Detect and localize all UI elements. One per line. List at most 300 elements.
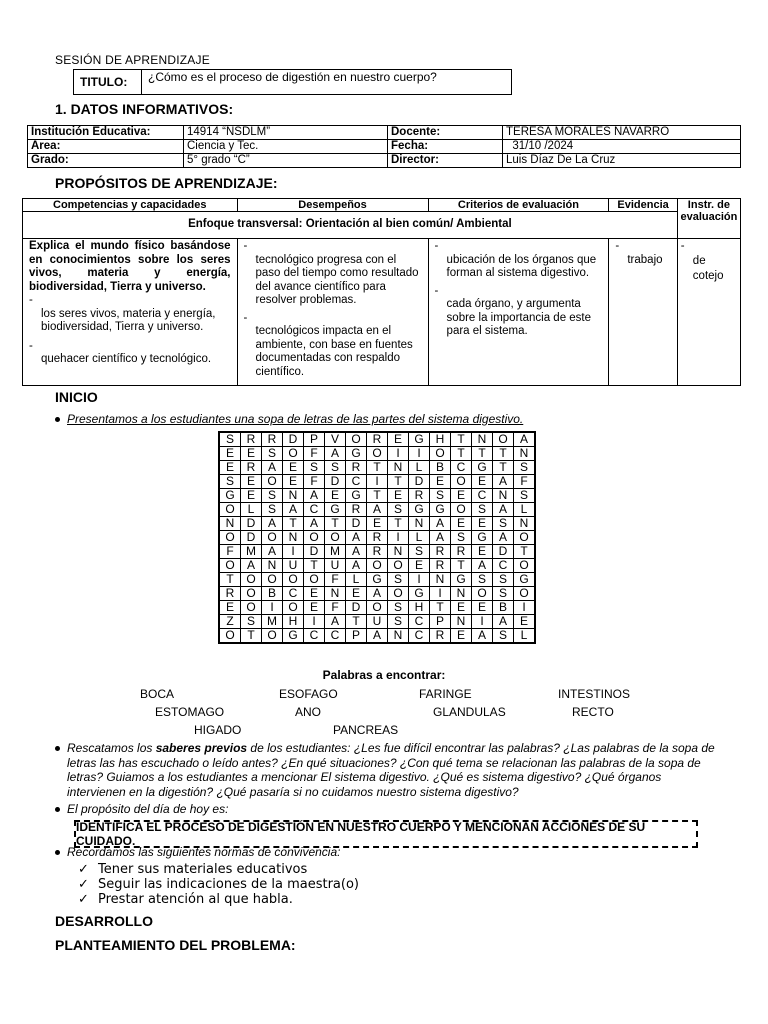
grid-cell: L	[346, 573, 367, 587]
word-item: RECTO	[572, 705, 614, 719]
grid-cell: I	[430, 587, 451, 601]
grid-cell: O	[241, 601, 262, 615]
grid-cell: B	[262, 587, 283, 601]
grid-cell: S	[493, 517, 514, 531]
info-value: 31/10 /2024	[503, 140, 741, 154]
grid-cell: N	[493, 489, 514, 503]
word-item: FARINGE	[419, 687, 472, 701]
grid-cell: T	[451, 432, 472, 447]
info-row	[28, 140, 741, 154]
info-row	[28, 126, 741, 140]
bullet-icon	[55, 746, 60, 751]
grid-cell: T	[493, 447, 514, 461]
grid-cell: U	[325, 559, 346, 573]
word-item: ANO	[295, 705, 322, 719]
grid-cell: N	[283, 489, 304, 503]
desempenos-cell	[237, 239, 428, 386]
grid-cell: O	[304, 531, 325, 545]
check-icon: ✓	[78, 892, 89, 907]
grid-cell: S	[262, 503, 283, 517]
info-label: Grado:	[28, 154, 184, 168]
grid-cell: H	[283, 615, 304, 629]
dash: -	[434, 284, 439, 297]
norma-item: ✓ Seguir las indicaciones de la maestra(o)	[78, 877, 359, 892]
evidencia-cell	[609, 239, 677, 386]
grid-row	[219, 615, 535, 629]
grid-cell: D	[241, 531, 262, 545]
grid-cell: R	[346, 503, 367, 517]
grid-cell: G	[325, 503, 346, 517]
grid-cell: O	[367, 601, 388, 615]
grid-row	[219, 559, 535, 573]
grid-cell: B	[493, 601, 514, 615]
grid-cell: C	[283, 587, 304, 601]
grid-cell: O	[283, 447, 304, 461]
grid-cell: C	[409, 629, 430, 644]
grid-cell: S	[451, 531, 472, 545]
grid-cell: E	[451, 517, 472, 531]
col-header: Evidencia	[609, 199, 677, 212]
grid-cell: M	[241, 545, 262, 559]
grid-cell: E	[219, 601, 241, 615]
grid-cell: I	[283, 545, 304, 559]
word-item: ESTOMAGO	[155, 705, 225, 719]
word-item: ESOFAGO	[279, 687, 338, 701]
grid-cell: S	[388, 573, 409, 587]
grid-cell: E	[325, 489, 346, 503]
grid-row	[219, 489, 535, 503]
grid-cell: G	[514, 573, 536, 587]
grid-cell: O	[241, 587, 262, 601]
normas-intro-bullet	[55, 845, 340, 859]
grid-cell: N	[514, 447, 536, 461]
grid-cell: O	[514, 587, 536, 601]
grid-cell: E	[367, 517, 388, 531]
grid-cell: A	[430, 517, 451, 531]
title-value: ¿Cómo es el proceso de digestión en nuestro cuerpo?	[142, 70, 512, 95]
competencia-item: los seres vivos, materia y energía, biodiversidad, Tierra y universo.	[41, 307, 216, 333]
grid-cell: N	[514, 517, 536, 531]
grid-cell: I	[472, 615, 493, 629]
grid-cell: O	[514, 531, 536, 545]
competencia-title: Explica el mundo físico basándose en conocimientos sobre los seres vivos, materia y energía, biodiversidad, Tierra y universo.	[29, 240, 231, 293]
grid-cell: L	[409, 461, 430, 475]
grid-cell: T	[514, 545, 536, 559]
purpose-intro: El propósito del día de hoy es:	[67, 802, 229, 816]
grid-cell: C	[304, 629, 325, 644]
intro-bullet	[55, 412, 523, 426]
grid-cell: S	[241, 615, 262, 629]
grid-cell: O	[219, 559, 241, 573]
grid-cell: A	[325, 447, 346, 461]
grid-cell: T	[472, 447, 493, 461]
grid-cell: O	[283, 573, 304, 587]
grid-cell: O	[219, 629, 241, 644]
grid-row	[219, 601, 535, 615]
grid-cell: C	[493, 559, 514, 573]
word-item: GLANDULAS	[433, 705, 506, 719]
propositos-heading: PROPÓSITOS DE APRENDIZAJE:	[55, 175, 278, 191]
col-header: Criterios de evaluación	[428, 199, 609, 212]
grid-row	[219, 475, 535, 489]
grid-cell: R	[367, 432, 388, 447]
bullet-icon	[55, 850, 60, 855]
grid-cell: T	[367, 461, 388, 475]
grid-cell: A	[304, 489, 325, 503]
grid-cell: F	[325, 601, 346, 615]
normas-intro: Recordamos las siguientes normas de convivencia:	[67, 845, 341, 859]
grid-cell: E	[472, 475, 493, 489]
grid-cell: E	[514, 615, 536, 629]
purpose-box: IDENTIFICA EL PROCESO DE DIGESTIÓN EN NUESTRO CUERPO Y MENCIONAN ACCIONES DE SU CUIDADO.	[74, 820, 698, 848]
grid-cell: A	[493, 503, 514, 517]
grid-cell: T	[241, 629, 262, 644]
grid-cell: D	[325, 475, 346, 489]
grid-cell: E	[451, 629, 472, 644]
grid-cell: O	[451, 503, 472, 517]
word-search-grid	[218, 431, 536, 644]
dash: -	[615, 240, 620, 252]
grid-cell: E	[219, 461, 241, 475]
grid-cell: H	[409, 601, 430, 615]
datos-heading: 1. DATOS INFORMATIVOS:	[55, 101, 234, 117]
purpose-intro-bullet	[55, 802, 228, 816]
grid-cell: T	[451, 559, 472, 573]
words-title: Palabras a encontrar:	[322, 668, 446, 682]
grid-cell: T	[304, 559, 325, 573]
info-label: Fecha:	[388, 140, 503, 154]
grid-cell: N	[472, 432, 493, 447]
info-value: TERESA MORALES NAVARRO	[503, 126, 741, 140]
criterio-item: cada órgano, y argumenta sobre la importancia de este para el sistema.	[446, 298, 592, 337]
instrumento-cell	[677, 239, 740, 386]
grid-cell: E	[304, 587, 325, 601]
grid-cell: A	[493, 531, 514, 545]
col-header: Desempeños	[237, 199, 428, 212]
grid-cell: L	[241, 503, 262, 517]
grid-cell: I	[409, 447, 430, 461]
grid-cell: G	[346, 447, 367, 461]
grid-cell: A	[346, 531, 367, 545]
grid-cell: C	[451, 461, 472, 475]
grid-cell: P	[346, 629, 367, 644]
info-value: 5° grado “C”	[184, 154, 388, 168]
grid-cell: E	[241, 489, 262, 503]
grid-cell: T	[283, 517, 304, 531]
word-item: INTESTINOS	[558, 687, 631, 701]
grid-cell: I	[262, 601, 283, 615]
grid-row	[219, 531, 535, 545]
grid-cell: S	[493, 629, 514, 644]
grid-cell: E	[472, 545, 493, 559]
grid-cell: T	[388, 517, 409, 531]
grid-cell: A	[430, 531, 451, 545]
grid-cell: D	[241, 517, 262, 531]
grid-cell: A	[472, 629, 493, 644]
grid-cell: A	[367, 629, 388, 644]
desempeno-item: tecnológicos impacta en el ambiente, con base en fuentes documentadas con respaldo científico.	[255, 325, 413, 378]
competencia-cell	[23, 239, 238, 386]
grid-cell: S	[325, 461, 346, 475]
grid-cell: O	[241, 573, 262, 587]
grid-cell: R	[409, 489, 430, 503]
grid-cell: O	[472, 587, 493, 601]
grid-cell: M	[262, 615, 283, 629]
grid-cell: O	[283, 601, 304, 615]
grid-cell: N	[409, 517, 430, 531]
grid-cell: C	[325, 629, 346, 644]
grid-cell: N	[219, 517, 241, 531]
grid-cell: S	[409, 545, 430, 559]
grid-cell: L	[409, 531, 430, 545]
grid-cell: G	[346, 489, 367, 503]
norma-item: ✓ Tener sus materiales educativos	[78, 862, 308, 877]
grid-cell: G	[409, 432, 430, 447]
grid-cell: O	[304, 573, 325, 587]
grid-cell: I	[388, 447, 409, 461]
dash: -	[29, 294, 33, 306]
grid-row	[219, 447, 535, 461]
grid-cell: R	[430, 559, 451, 573]
norma-item: ✓ Prestar atención al que habla.	[78, 892, 293, 907]
grid-cell: D	[346, 601, 367, 615]
grid-cell: O	[493, 432, 514, 447]
grid-cell: I	[367, 475, 388, 489]
grid-cell: O	[514, 559, 536, 573]
grid-cell: N	[388, 629, 409, 644]
grid-cell: I	[304, 615, 325, 629]
bullet-icon	[55, 807, 60, 812]
info-value: Ciencia y Tec.	[184, 140, 388, 154]
grid-cell: S	[493, 587, 514, 601]
evidencia-value: trabajo	[627, 253, 663, 266]
grid-cell: N	[430, 573, 451, 587]
planteamiento-heading: PLANTEAMIENTO DEL PROBLEMA:	[55, 937, 296, 953]
grid-cell: L	[514, 503, 536, 517]
grid-cell: S	[388, 601, 409, 615]
grid-cell: O	[219, 531, 241, 545]
grid-cell: E	[388, 432, 409, 447]
grid-cell: Z	[219, 615, 241, 629]
info-value: Luis Díaz De La Cruz	[503, 154, 741, 168]
grid-cell: A	[262, 461, 283, 475]
session-label: SESIÓN DE APRENDIZAJE	[55, 53, 210, 67]
grid-cell: R	[367, 531, 388, 545]
grid-cell: O	[451, 475, 472, 489]
dash: -	[680, 240, 685, 252]
grid-cell: D	[346, 517, 367, 531]
grid-cell: G	[472, 461, 493, 475]
grid-cell: I	[409, 573, 430, 587]
grid-cell: T	[451, 447, 472, 461]
grid-cell: R	[241, 432, 262, 447]
grid-cell: E	[283, 461, 304, 475]
grid-cell: R	[346, 461, 367, 475]
grid-cell: A	[262, 545, 283, 559]
grid-cell: O	[219, 503, 241, 517]
grid-cell: I	[514, 601, 536, 615]
dash: -	[434, 240, 439, 252]
grid-cell: O	[262, 475, 283, 489]
grid-cell: C	[409, 615, 430, 629]
grid-cell: A	[514, 432, 536, 447]
inicio-heading: INICIO	[55, 389, 98, 405]
grid-cell: G	[219, 489, 241, 503]
grid-row	[219, 461, 535, 475]
grid-cell: D	[493, 545, 514, 559]
grid-cell: R	[219, 587, 241, 601]
grid-row	[219, 503, 535, 517]
propositos-table	[22, 198, 741, 386]
info-row	[28, 154, 741, 168]
grid-cell: D	[283, 432, 304, 447]
grid-cell: O	[262, 629, 283, 644]
grid-cell: S	[493, 573, 514, 587]
instrumento-value: de cotejo	[692, 254, 724, 282]
grid-cell: U	[367, 615, 388, 629]
grid-cell: N	[388, 461, 409, 475]
grid-cell: D	[409, 475, 430, 489]
word-item: PANCREAS	[333, 723, 399, 737]
grid-cell: C	[304, 503, 325, 517]
grid-cell: S	[262, 489, 283, 503]
info-table	[27, 125, 741, 168]
grid-cell: G	[409, 503, 430, 517]
grid-cell: A	[283, 503, 304, 517]
grid-cell: T	[388, 475, 409, 489]
grid-cell: S	[304, 461, 325, 475]
grid-cell: B	[430, 461, 451, 475]
grid-cell: C	[472, 489, 493, 503]
enfoque-transversal: Enfoque transversal: Orientación al bien común/ Ambiental	[23, 212, 678, 239]
desempeno-item: tecnológico progresa con el paso del tiempo como resultado del avance científico para resolver problemas.	[255, 253, 419, 306]
grid-cell: P	[304, 432, 325, 447]
grid-cell: G	[367, 573, 388, 587]
grid-cell: T	[219, 573, 241, 587]
grid-cell: O	[388, 559, 409, 573]
grid-cell: E	[219, 447, 241, 461]
grid-cell: E	[346, 587, 367, 601]
info-label: Area:	[28, 140, 184, 154]
grid-cell: E	[430, 475, 451, 489]
grid-cell: O	[346, 432, 367, 447]
grid-row	[219, 545, 535, 559]
grid-cell: S	[219, 432, 241, 447]
title-table	[73, 69, 512, 95]
info-label: Director:	[388, 154, 503, 168]
saberes-previos-paragraph: Rescatamos los saberes previos de los estudiantes: ¿Les fue difícil encontrar las palabras? ¿Las palabras de la sopa de letras las has escuchado o leído antes? ¿En qué situaciones? ¿Con qué tema se relacionan las palabras de la sopa de letras? Guiamos a los estudiantes a mencionar El sistema digestivo. ¿Qué es sistema digestivo? ¿Qué órganos intervienen en la digestión? ¿Qué pasaría si no cuidamos nuestro sistema digestivo?	[67, 741, 715, 799]
grid-cell: U	[283, 559, 304, 573]
dash: -	[29, 339, 33, 352]
grid-cell: G	[283, 629, 304, 644]
grid-cell: F	[325, 573, 346, 587]
criterios-cell	[428, 239, 609, 386]
grid-cell: E	[409, 559, 430, 573]
grid-cell: R	[367, 545, 388, 559]
grid-cell: A	[367, 503, 388, 517]
grid-row	[219, 629, 535, 644]
grid-cell: N	[451, 587, 472, 601]
info-label: Institución Educativa:	[28, 126, 184, 140]
grid-cell: R	[451, 545, 472, 559]
grid-cell: E	[472, 517, 493, 531]
grid-cell: E	[451, 601, 472, 615]
info-label: Docente:	[388, 126, 503, 140]
grid-cell: F	[514, 475, 536, 489]
info-value: 14914 “NSDLM”	[184, 126, 388, 140]
grid-row	[219, 517, 535, 531]
grid-cell: V	[325, 432, 346, 447]
grid-cell: O	[325, 531, 346, 545]
grid-cell: L	[514, 629, 536, 644]
grid-cell: A	[346, 545, 367, 559]
bullet-icon	[55, 417, 60, 422]
grid-cell: O	[367, 559, 388, 573]
grid-cell: I	[388, 531, 409, 545]
grid-cell: R	[262, 432, 283, 447]
grid-cell: S	[388, 615, 409, 629]
grid-cell: S	[514, 489, 536, 503]
dash: -	[243, 311, 248, 324]
grid-cell: O	[388, 587, 409, 601]
grid-cell: N	[451, 615, 472, 629]
grid-cell: F	[304, 475, 325, 489]
check-icon: ✓	[78, 862, 89, 877]
dash: -	[243, 240, 248, 252]
grid-cell: T	[367, 489, 388, 503]
criterio-item: ubicación de los órganos que forman al sistema digestivo.	[446, 253, 597, 279]
grid-cell: E	[472, 601, 493, 615]
grid-cell: G	[472, 531, 493, 545]
grid-cell: E	[451, 489, 472, 503]
check-icon: ✓	[78, 877, 89, 892]
grid-cell: A	[493, 475, 514, 489]
grid-cell: R	[430, 629, 451, 644]
desarrollo-heading: DESARROLLO	[55, 913, 153, 929]
grid-cell: A	[325, 615, 346, 629]
grid-cell: A	[367, 587, 388, 601]
grid-cell: E	[388, 489, 409, 503]
grid-cell: N	[283, 531, 304, 545]
grid-cell: O	[262, 573, 283, 587]
grid-cell: O	[367, 447, 388, 461]
grid-cell: N	[262, 559, 283, 573]
word-item: BOCA	[140, 687, 175, 701]
grid-cell: F	[219, 545, 241, 559]
grid-cell: S	[472, 573, 493, 587]
grid-cell: A	[493, 615, 514, 629]
grid-cell: T	[346, 615, 367, 629]
grid-cell: P	[430, 615, 451, 629]
grid-cell: R	[430, 545, 451, 559]
grid-row	[219, 432, 535, 447]
grid-cell: A	[241, 559, 262, 573]
grid-cell: C	[346, 475, 367, 489]
grid-cell: G	[451, 573, 472, 587]
grid-cell: H	[430, 432, 451, 447]
grid-cell: E	[241, 475, 262, 489]
grid-row	[219, 573, 535, 587]
grid-cell: N	[388, 545, 409, 559]
grid-cell: A	[472, 559, 493, 573]
intro-text: Presentamos a los estudiantes una sopa de letras de las partes del sistema digestivo.	[67, 412, 524, 426]
grid-cell: R	[241, 461, 262, 475]
grid-cell: O	[262, 531, 283, 545]
grid-cell: M	[325, 545, 346, 559]
col-header: Competencias y capacidades	[23, 199, 238, 212]
grid-row	[219, 587, 535, 601]
word-item: HIGADO	[194, 723, 242, 737]
